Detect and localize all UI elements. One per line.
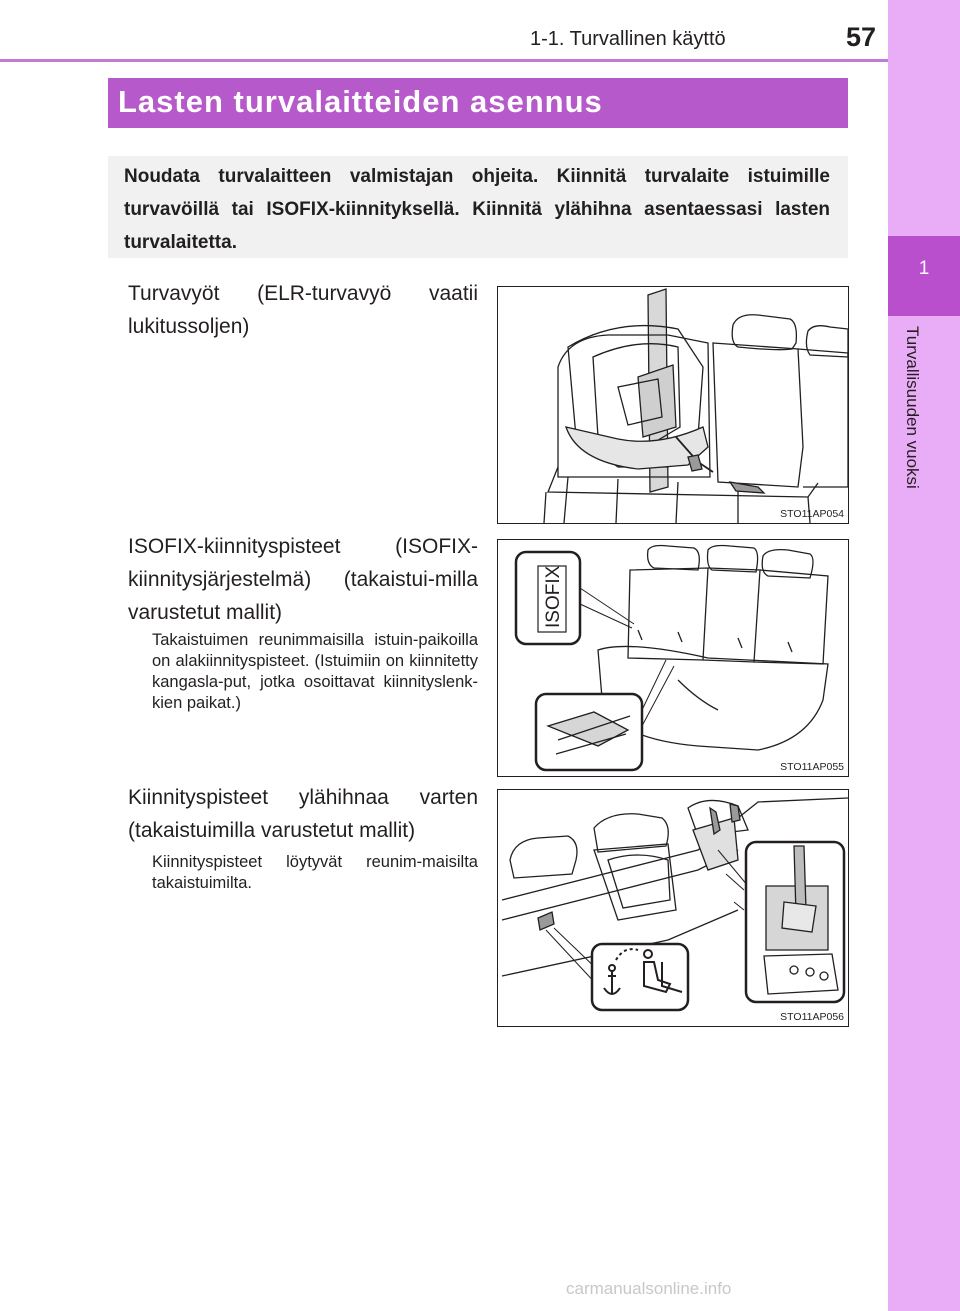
figure-child-seat-seatbelt [497, 286, 849, 524]
top-tether-illustration [498, 790, 848, 1026]
entry-heading-isofix: ISOFIX-kiinnityspisteet (ISOFIX-kiinnitysjärjestelmä) (takaistui-milla varustetut mallit) [128, 535, 478, 624]
figure-code: STO11AP055 [780, 761, 844, 773]
figure-code: STO11AP054 [780, 508, 844, 520]
entry-body-top-tether: Kiinnityspisteet löytyvät reunim-maisilta takaistuimilta. [152, 853, 478, 892]
section-title: Lasten turvalaitteiden asennus [118, 84, 603, 119]
figure-top-tether [497, 789, 849, 1027]
entry-heading-top-tether: Kiinnityspisteet ylähihnaa varten (takaistuimilla varustetut mallit) [128, 786, 478, 842]
chapter-tab-number: 1 [918, 258, 930, 279]
entry-heading-seatbelts: Turvavyöt (ELR-turvavyö vaatii lukitussoljen) [128, 282, 478, 338]
figure-isofix-anchors [497, 539, 849, 777]
watermark: carmanualsonline.info [566, 1279, 732, 1298]
side-strip [888, 0, 960, 1311]
isofix-label: ISOFIX [543, 565, 564, 628]
child-seat-illustration [498, 287, 848, 523]
intro-box [108, 156, 848, 258]
section-title-banner [108, 78, 848, 128]
page-number: 57 [846, 22, 877, 52]
header-divider [0, 59, 888, 62]
isofix-illustration [498, 540, 848, 776]
intro-text: Noudata turvalaitteen valmistajan ohjeita. Kiinnitä turvalaite istuimille turvavöillä tai ISOFIX-kiinnityksellä. Kiinnitä ylähihna asentaessasi lasten turvalaitetta. [124, 166, 830, 253]
chapter-tab-label: Turvallisuuden vuoksi [903, 326, 922, 489]
running-header-section: 1-1. Turvallinen käyttö [530, 28, 726, 50]
tether-symbol-callout [592, 944, 688, 1010]
figure-code: STO11AP056 [780, 1011, 844, 1023]
entry-body-isofix: Takaistuimen reunimmaisilla istuin-paikoilla on alakiinnityspisteet. (Istuimiin on kiinnitetty kangasla-put, jotka osoittavat kiinnityslenk-kien paikat.) [152, 631, 478, 712]
